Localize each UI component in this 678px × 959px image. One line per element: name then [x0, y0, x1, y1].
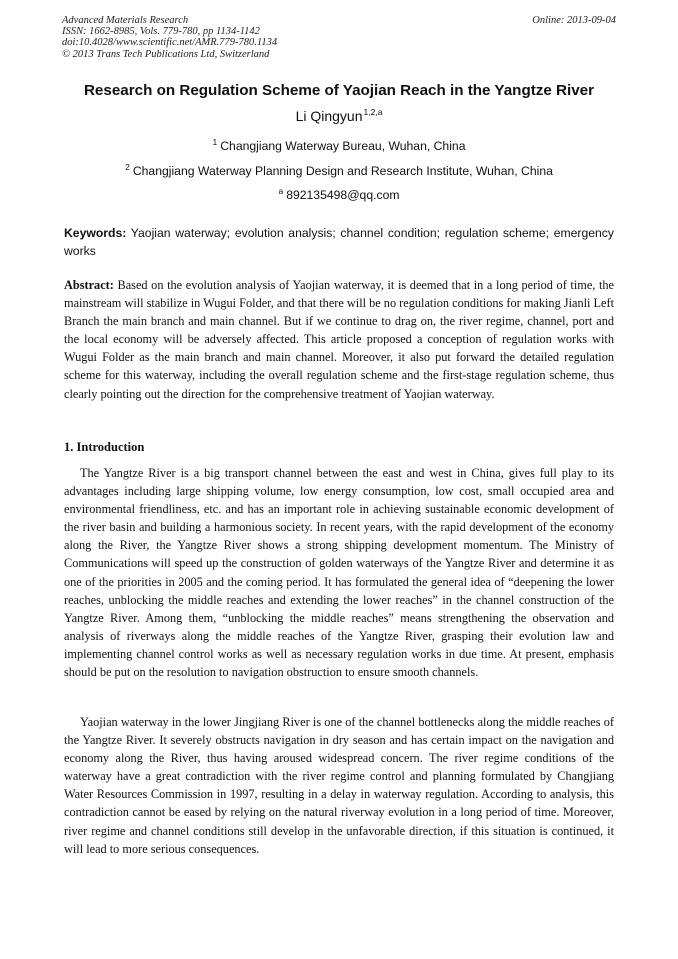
keywords-label: Keywords:	[64, 226, 127, 240]
abstract-block	[64, 276, 614, 403]
abstract-label: Abstract:	[64, 278, 114, 292]
issn-line: ISSN: 1662-8985, Vols. 779-780, pp 1134-1142	[62, 26, 260, 38]
doi-line: doi:10.4028/www.scientific.net/AMR.779-780.1134	[62, 37, 278, 49]
journal-header	[62, 15, 616, 60]
affiliation-1-text: Changjiang Waterway Bureau, Wuhan, China	[220, 139, 466, 153]
affiliation-2-text: Changjiang Waterway Planning Design and Research Institute, Wuhan, China	[132, 164, 553, 178]
keywords-block	[64, 224, 614, 260]
affiliation-2	[0, 162, 678, 178]
email-text: 892135498@qq.com	[286, 188, 400, 202]
copyright-line: © 2013 Trans Tech Publications Ltd, Switzerland	[62, 48, 270, 60]
keywords-text: Yaojian waterway; evolution analysis; channel condition; regulation scheme; emergency works	[64, 226, 614, 258]
affiliation-1	[0, 137, 678, 153]
author-superscript: 1,2,a	[363, 107, 383, 117]
author-line	[0, 107, 678, 124]
section-heading: 1. Introduction	[64, 440, 145, 454]
affiliation-2-mark: 2	[125, 162, 130, 172]
intro-paragraph-2: Yaojian waterway in the lower Jingjiang River is one of the channel bottlenecks along the middle reaches of the Yangtze River. It severely obstructs navigation in dry season and has certain impact on the navigation and economy along the River, thus having aroused widespread concern. The river regime conditions of the waterway have a great contradiction with the river regime control and planning formulated by Changjiang Water Resources Commission in 1997, resulting in a delay in waterway regulation. According to analysis, this contradiction cannot be eased by relying on the natural riverway evolution in a long period of time. Moreover, river regime and channel conditions still develop in the unfavorable direction, if this situation is continued, it will lead to more serious consequences.	[64, 715, 614, 856]
paper-title: Research on Regulation Scheme of Yaojian Reach in the Yangtze River	[83, 82, 595, 99]
author-email	[0, 186, 678, 202]
affiliation-1-mark: 1	[212, 137, 218, 147]
journal-name: Advanced Materials Research	[62, 15, 189, 26]
online-date: Online: 2013-09-04	[532, 15, 616, 26]
author-name: Li Qingyun	[295, 108, 363, 124]
email-mark: a	[278, 186, 284, 196]
abstract-text: Based on the evolution analysis of Yaojian waterway, it is deemed that in a long period of time, the mainstream will stabilize in Wugui Folder, and that there will be no regulation conditions for making Jianli Left Branch the main branch and main channel. But if we continue to drag on, the river regime, channel, port and the local economy will be adversely affected. This article proposed a conception of regulation works with Wugui Folder as the main branch and main channel. Moreover, it also put forward the detailed regulation scheme for this waterway, including the overall regulation scheme and the first-stage regulation scheme, thus clearly pointing out the direction for the comprehensive treatment of Yaojian waterway.	[64, 278, 615, 401]
intro-paragraph-1: The Yangtze River is a big transport channel between the east and west in China, gives full play to its advantages including large shipping volume, low energy consumption, low cost, small occupied area and environmental friendliness, etc. and has an important role in achieving sustainable economic development of the river basin and building a harmonious society. In recent years, with the rapid development of the economy along the River, the Yangtze River shows a strong shipping development momentum. The Ministry of Communications will speed up the construction of golden waterways of the Yangtze River and determine it as one of the priorities in 2005 and the coming period. It has formulated the general idea of “deepening the lower reaches, unblocking the middle reaches and extending the lower reaches” in the channel construction of the Yangtze River. Among them, “unblocking the middle reaches” means strengthening the observation and analysis of riverways along the middle reaches of the Yangtze River, grasping their evolution law and implementing channel control works as well as necessary regulation works in due time. At present, emphasis should be put on the resolution to navigation obstruction to ensure smooth channels.	[64, 466, 614, 680]
